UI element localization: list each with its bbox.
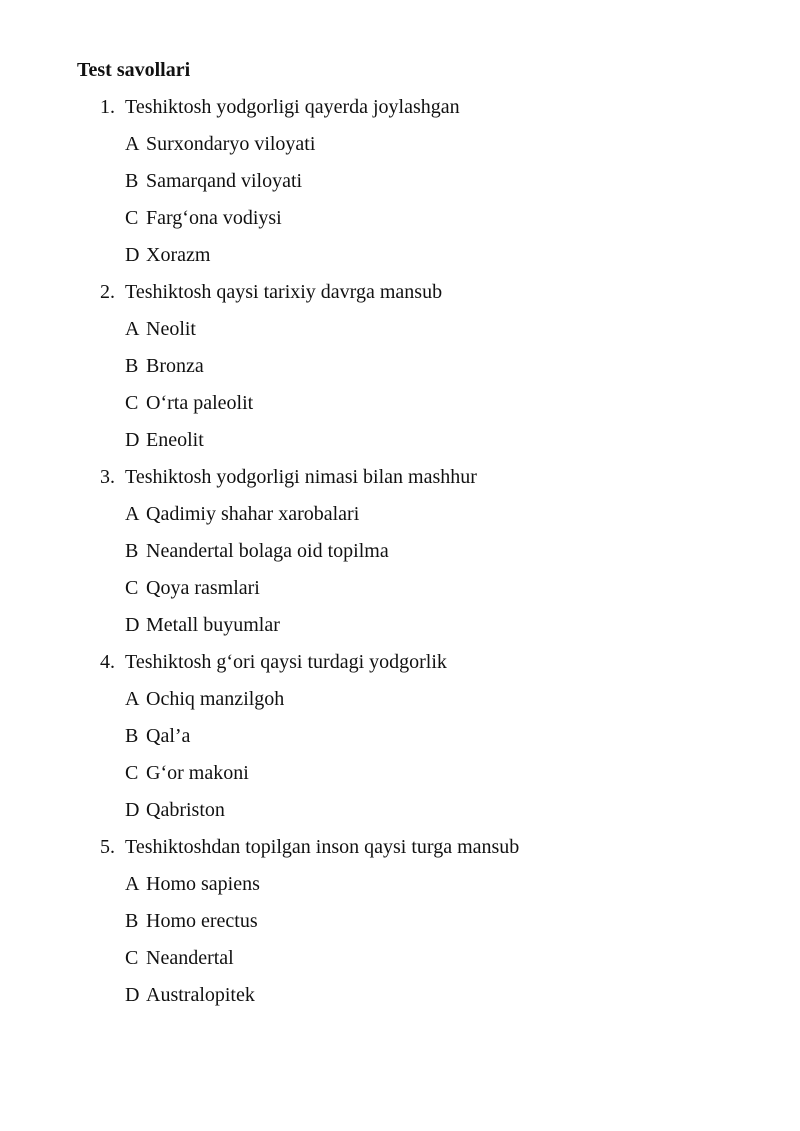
answer-option (0, 168, 800, 205)
answer-option (0, 390, 800, 427)
option-text: Homo sapiens (146, 873, 260, 895)
question-item (0, 834, 800, 1019)
question-number: 5. (100, 836, 115, 858)
answer-option (0, 686, 800, 723)
answer-option (0, 242, 800, 279)
option-text: Samarqand viloyati (146, 170, 303, 192)
question-line (0, 279, 800, 316)
option-letter: A (125, 873, 140, 895)
option-text: Eneolit (146, 429, 204, 451)
option-text: Qabriston (146, 799, 225, 821)
answer-option (0, 612, 800, 649)
question-text: Teshiktosh yodgorligi qayerda joylashgan (125, 96, 460, 118)
answer-option (0, 501, 800, 538)
option-letter: A (125, 503, 140, 525)
option-letter: C (125, 577, 139, 599)
option-list (0, 686, 800, 834)
option-text: Surxondaryo viloyati (146, 133, 316, 155)
option-letter: D (125, 984, 140, 1006)
option-list (0, 131, 800, 279)
option-letter: D (125, 614, 140, 636)
answer-option (0, 575, 800, 612)
answer-option (0, 427, 800, 464)
option-letter: B (125, 355, 139, 377)
option-text: Qadimiy shahar xarobalari (146, 503, 360, 525)
question-number: 1. (100, 96, 115, 118)
question-text: Teshiktosh qaysi tarixiy davrga mansub (125, 281, 443, 303)
question-list (0, 94, 800, 1019)
option-text: O‘rta paleolit (146, 392, 254, 414)
question-line (0, 649, 800, 686)
answer-option (0, 131, 800, 168)
question-number: 2. (100, 281, 115, 303)
question-item (0, 94, 800, 279)
option-text: G‘or makoni (146, 762, 249, 784)
option-letter: B (125, 170, 139, 192)
option-list (0, 501, 800, 649)
option-letter: B (125, 910, 139, 932)
option-text: Qoya rasmlari (146, 577, 260, 599)
option-text: Ochiq manzilgoh (146, 688, 285, 710)
option-text: Neolit (146, 318, 196, 340)
option-text: Farg‘ona vodiysi (146, 207, 282, 229)
answer-option (0, 205, 800, 242)
option-letter: D (125, 244, 140, 266)
option-text: Bronza (146, 355, 204, 377)
answer-option (0, 871, 800, 908)
option-letter: D (125, 429, 140, 451)
option-text: Australopitek (146, 984, 255, 1006)
answer-option (0, 982, 800, 1019)
option-letter: C (125, 947, 139, 969)
option-letter: B (125, 540, 139, 562)
answer-option (0, 353, 800, 390)
answer-option (0, 723, 800, 760)
option-list (0, 316, 800, 464)
option-text: Neandertal bolaga oid topilma (146, 540, 389, 562)
option-letter: A (125, 133, 140, 155)
option-text: Qal’a (146, 725, 191, 747)
option-text: Neandertal (146, 947, 234, 969)
option-letter: C (125, 392, 139, 414)
question-item (0, 464, 800, 649)
question-line (0, 94, 800, 131)
question-item (0, 649, 800, 834)
question-item (0, 279, 800, 464)
answer-option (0, 316, 800, 353)
question-line (0, 464, 800, 501)
option-letter: C (125, 207, 139, 229)
question-text: Teshiktoshdan topilgan inson qaysi turga mansub (125, 836, 520, 858)
question-number: 4. (100, 651, 115, 673)
question-text: Teshiktosh yodgorligi nimasi bilan mashhur (125, 466, 477, 488)
question-number: 3. (100, 466, 115, 488)
option-text: Xorazm (146, 244, 211, 266)
option-letter: C (125, 762, 139, 784)
answer-option (0, 908, 800, 945)
option-letter: A (125, 318, 140, 340)
option-letter: D (125, 799, 140, 821)
option-text: Homo erectus (146, 910, 258, 932)
question-text: Teshiktosh g‘ori qaysi turdagi yodgorlik (125, 651, 447, 673)
option-letter: A (125, 688, 140, 710)
answer-option (0, 760, 800, 797)
answer-option (0, 797, 800, 834)
option-list (0, 871, 800, 1019)
option-letter: B (125, 725, 139, 747)
question-line (0, 834, 800, 871)
document-title: Test savollari (77, 59, 191, 81)
answer-option (0, 538, 800, 575)
option-text: Metall buyumlar (146, 614, 280, 636)
answer-option (0, 945, 800, 982)
